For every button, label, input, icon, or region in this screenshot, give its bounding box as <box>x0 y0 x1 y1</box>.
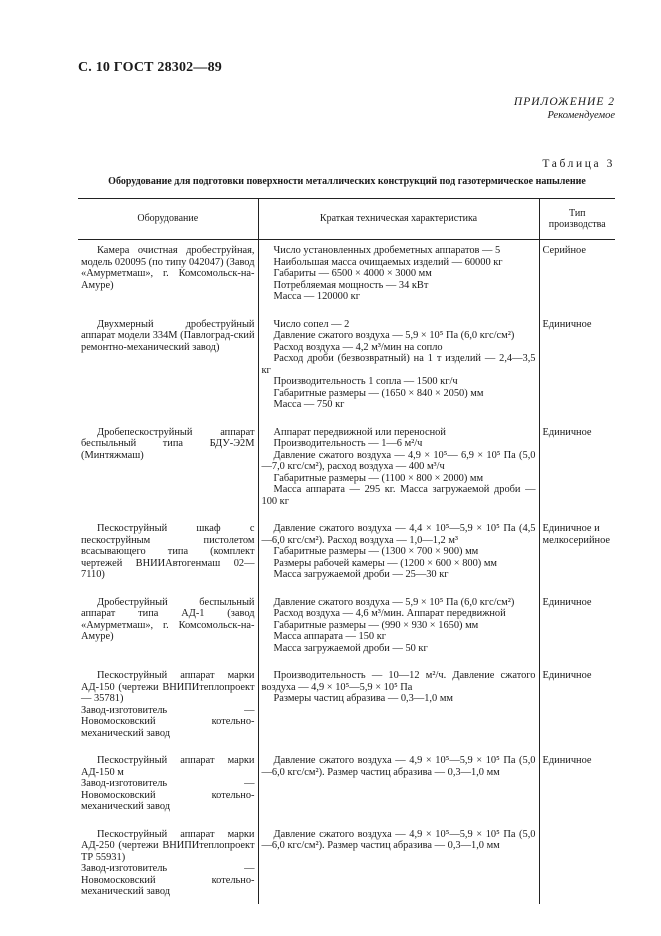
equipment-text: Пескоструйный аппарат марки АД-150 (чертежи ВНИПИтеплопроект — 35781) <box>81 670 255 704</box>
spec-cell <box>258 523 539 597</box>
appendix-block <box>514 96 615 121</box>
spec-line: Производительность 1 сопла — 1500 кг/ч <box>273 376 458 387</box>
equipment-text: Пескоструйный шкаф с пескоструйным пистолетом всасывающего типа (комплект чертежей ВНИИАвтогенмаш 02—7110) <box>81 523 255 580</box>
column-header-equipment: Оборудование <box>78 199 258 240</box>
equipment-text: Дробеструйный беспыльный аппарат типа АД-1 (завод «Амурметмаш», г. Комсомольск-на-Амуре) <box>81 596 255 642</box>
column-header-type: Тип производства <box>539 199 615 240</box>
equipment-text: Дробепескоструйный аппарат беспыльный типа БДУ-Э2М (Минтяжмаш) <box>81 426 255 461</box>
spec-line: Масса загружаемой дроби — 25—30 кг <box>273 569 449 580</box>
spec-line: Производительность — 10—12 м²/ч. Давление сжатого воздуха — 4,9 × 10⁵—5,9 × 10⁵ Па <box>261 670 536 693</box>
column-header-spec: Краткая техническая характеристика <box>258 199 539 240</box>
spec-cell <box>258 319 539 427</box>
spec-line: Производительность — 1—6 м²/ч <box>273 438 423 449</box>
table-label: Таблица 3 <box>542 158 615 170</box>
equipment-cell <box>78 755 258 829</box>
spec-line: Давление сжатого воздуха — 4,4 × 10⁵—5,9 × 10⁵ Па (4,5—6,0 кгс/см²). Расход воздуха — 1,0—1,2 м³ <box>261 523 536 546</box>
equipment-cell <box>78 427 258 524</box>
spec-cell <box>258 597 539 671</box>
spec-line: Габаритные размеры — (990 × 930 × 1650) мм <box>273 619 479 631</box>
equipment-cell <box>78 829 258 904</box>
equipment-text: Камера очистная дробеструйная, модель 020095 (по типу 042047) (Завод «Амурметмаш», г. Комсомольск-на-Амуре) <box>81 245 255 291</box>
equipment-cell <box>78 319 258 427</box>
spec-line: Расход дроби (безвозвратный) на 1 т изделий — 2,4—3,5 кг <box>261 353 536 376</box>
equipment-cell <box>78 523 258 597</box>
equipment-text: Завод-изготовитель — Новомосковский котельно-механический завод <box>81 704 255 739</box>
spec-line: Число сопел — 2 <box>273 318 350 330</box>
spec-line: Давление сжатого воздуха — 4,9 × 10⁵— 6,9 × 10⁵ Па (5,0—7,0 кгс/см²), расход воздуха — 400 м³/ч <box>261 449 536 472</box>
spec-cell <box>258 240 539 319</box>
table-row <box>78 319 615 427</box>
table-row <box>78 829 615 904</box>
production-type-cell: Единичное <box>539 597 615 671</box>
spec-line: Габаритные размеры — (1300 × 700 × 900) мм <box>273 546 479 557</box>
spec-line: Масса загружаемой дроби — 50 кг <box>273 642 428 654</box>
production-type-cell: Единичное <box>539 670 615 755</box>
spec-cell <box>258 670 539 755</box>
table-row <box>78 240 615 319</box>
production-type-cell: Единичное <box>539 755 615 829</box>
spec-line: Размеры рабочей камеры — (1200 × 600 × 800) мм <box>273 557 498 569</box>
spec-line: Масса — 750 кг <box>273 399 345 410</box>
spec-line: Масса аппарата — 150 кг <box>273 631 387 642</box>
production-type-cell: Серийное <box>539 240 615 319</box>
spec-line: Расход воздуха — 4,6 м³/мин. Аппарат передвижной <box>273 608 506 619</box>
spec-line: Размеры частиц абразива — 0,3—1,0 мм <box>273 693 453 704</box>
appendix-subtitle: Рекомендуемое <box>547 110 615 121</box>
spec-line: Аппарат передвижной или переносной <box>273 426 446 438</box>
production-type-cell: Единичное <box>539 427 615 524</box>
spec-line: Давление сжатого воздуха — 4,9 × 10⁵—5,9 × 10⁵ Па (5,0—6,0 кгс/см²). Размер частиц абразива — 0,3—1,0 мм <box>261 828 536 851</box>
spec-cell <box>258 755 539 829</box>
equipment-text: Завод-изготовитель — Новомосковский котельно-механический завод <box>81 863 255 897</box>
spec-line: Давление сжатого воздуха — 4,9 × 10⁵—5,9 × 10⁵ Па (5,0—6,0 кгс/см²). Размер частиц абразива — 0,3—1,0 мм <box>261 755 536 778</box>
spec-line: Габаритные размеры — (1650 × 840 × 2050) мм <box>273 387 484 399</box>
spec-line: Масса — 120000 кг <box>273 291 360 302</box>
equipment-text: Двухмерный дробеструйный аппарат модели 334М (Павлоград-ский ремонтно-механический завод) <box>81 318 255 353</box>
spec-line: Наибольшая масса очищаемых изделий — 60000 кг <box>273 256 503 268</box>
equipment-text: Пескоструйный аппарат марки АД-250 (чертежи ВНИПИтеплопроект ТР 55931) <box>81 828 255 863</box>
table-header-row <box>78 199 615 240</box>
production-type-cell <box>539 829 615 904</box>
spec-line: Габариты — 6500 × 4000 × 3000 мм <box>273 268 432 279</box>
page-header: С. 10 ГОСТ 28302—89 <box>78 60 222 75</box>
table-title: Оборудование для подготовки поверхности металлических конструкций под газотермическое напыление <box>108 176 586 187</box>
spec-line: Потребляемая мощность — 34 кВт <box>273 279 429 291</box>
equipment-text: Завод-изготовитель — Новомосковский котельно-механический завод <box>81 778 255 812</box>
table-row <box>78 427 615 524</box>
spec-line: Давление сжатого воздуха — 5,9 × 10⁵ Па (6,0 кгс/см²) <box>273 330 515 341</box>
table-row <box>78 670 615 755</box>
spec-line: Габаритные размеры — (1100 × 800 × 2000) мм <box>273 472 484 484</box>
equipment-text: Пескоструйный аппарат марки АД-150 м <box>81 755 255 778</box>
equipment-cell <box>78 240 258 319</box>
spec-cell <box>258 829 539 904</box>
table-row <box>78 523 615 597</box>
table-row <box>78 755 615 829</box>
production-type-cell: Единичное <box>539 319 615 427</box>
spec-line: Число установленных дробеметных аппаратов — 5 <box>273 245 501 256</box>
production-type-cell: Единичное и мелкосерийное <box>539 523 615 597</box>
spec-cell <box>258 427 539 524</box>
appendix-title: ПРИЛОЖЕНИЕ 2 <box>513 96 615 108</box>
table-row <box>78 597 615 671</box>
spec-line: Давление сжатого воздуха — 5,9 × 10⁵ Па (6,0 кгс/см²) <box>273 596 515 608</box>
equipment-table <box>78 198 615 904</box>
spec-line: Расход воздуха — 4,2 м³/мин на сопло <box>273 341 443 353</box>
equipment-cell <box>78 670 258 755</box>
spec-line: Масса аппарата — 295 кг. Масса загружаемой дроби — 100 кг <box>261 484 536 507</box>
equipment-cell <box>78 597 258 671</box>
